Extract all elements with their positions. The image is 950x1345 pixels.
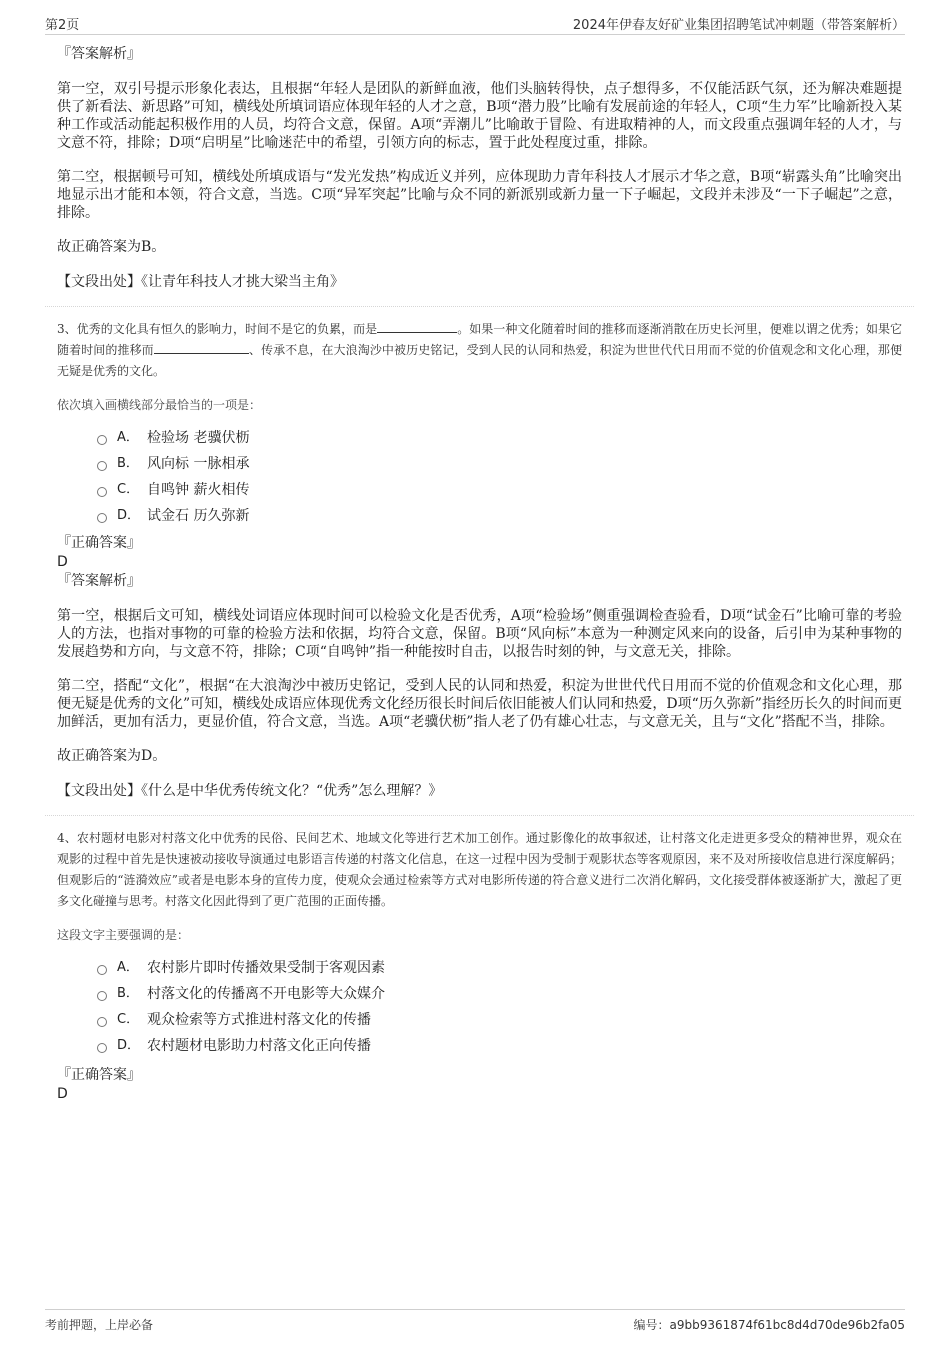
footer-slogan: 考前押题，上岸必备	[45, 1318, 154, 1332]
conclusion: 故正确答案为B。	[57, 239, 166, 255]
question-4	[57, 828, 902, 1103]
option-c[interactable]	[97, 1007, 902, 1033]
fill-blank	[154, 341, 249, 354]
code-label: 编号：	[633, 1318, 670, 1332]
radio-icon[interactable]	[97, 965, 107, 975]
question-text-part: 3、优秀的文化具有恒久的影响力，时间不是它的负累，而是	[57, 322, 378, 336]
question-3	[57, 319, 902, 801]
answer-value: D	[57, 1086, 68, 1102]
option-text: 检验场 老骥伏枥	[147, 430, 250, 446]
radio-icon[interactable]	[97, 487, 107, 497]
analysis-paragraph: 第二空，根据顿号可知，横线处所填成语与“发光发热”构成近义并列，应体现助力青年科技人才展示才华之意，B项“崭露头角”比喻突出地显示出才能和本领，符合文意，当选。C项“异军突起”比喻与众不同的新派别或新力量一下子崛起，文段并未涉及“一下子崛起”之意，排除。	[57, 169, 902, 221]
radio-icon[interactable]	[97, 461, 107, 471]
main-content	[57, 44, 902, 1103]
option-letter: D．	[117, 508, 141, 523]
option-a[interactable]	[97, 955, 902, 981]
source-citation: 【文段出处】《什么是中华优秀传统文化？“优秀”怎么理解？》	[57, 783, 443, 799]
question-prompt: 这段文字主要强调的是：	[57, 928, 190, 942]
analysis-label: 『答案解析』	[57, 573, 141, 589]
divider	[45, 815, 914, 816]
source-citation: 【文段出处】《让青年科技人才挑大梁当主角》	[57, 274, 344, 290]
answer-value: D	[57, 554, 68, 570]
option-text: 试金石 历久弥新	[147, 508, 250, 524]
analysis-paragraph: 第一空，双引号提示形象化表达，且根据“年轻人是团队的新鲜血液，他们头脑转得快，点子想得多，不仅能活跃气氛，还为解决难题提供了新看法、新思路”可知，横线处所填词语应体现年轻的人才之意，B项“潜力股”比喻有发展前途的年轻人，C项“生力军”比喻新投入某种工作或活动能起积极作用的人员，均符合文意，保留。A项“弄潮儿”比喻敢于冒险、有进取精神的人，而文段重点强调年轻的人才，与文意不符，排除；D项“启明星”比喻迷茫中的希望，引领方向的标志，置于此处程度过重，排除。	[57, 81, 902, 151]
question-text-part: 、传承不息，在大浪淘沙中被历史铭记，受到人民的认同和热爱，积淀为世世代代日用而不觉的价值观念和文化心理，那便无疑是优秀的文化。	[57, 343, 902, 378]
document-title: 2024年伊春友好矿业集团招聘笔试冲刺题（带答案解析）	[572, 18, 905, 33]
analysis-label: 『答案解析』	[57, 46, 141, 62]
option-b[interactable]	[97, 451, 902, 477]
conclusion: 故正确答案为D。	[57, 748, 167, 764]
page-footer	[45, 1309, 905, 1334]
option-letter: A．	[117, 430, 139, 445]
answer-label: 『正确答案』	[57, 1067, 141, 1083]
radio-icon[interactable]	[97, 991, 107, 1001]
option-letter: A．	[117, 960, 139, 975]
question-text: 4、农村题材电影对村落文化中优秀的民俗、民间艺术、地域文化等进行艺术加工创作。通过影像化的故事叙述，让村落文化走进更多受众的精神世界，观众在观影的过程中首先是快速被动接收导演通过电影语言传递的村落文化信息，在这一过程中因为受制于观影状态等客观原因，来不及对所接收信息进行深度解码；但观影后的“涟漪效应”或者是电影本身的宣传力度，使观众会通过检索等方式对电影所传递的符合意义进行二次消化解码，文化接受群体被逐渐扩大，激起了更多文化碰撞与思考。村落文化因此得到了更广范围的正面传播。	[57, 831, 902, 908]
option-letter: B．	[117, 456, 139, 471]
option-text: 风向标 一脉相承	[147, 456, 250, 472]
code-value: a9bb9361874f61bc8d4d70de96b2fa05	[669, 1318, 905, 1332]
options-list	[97, 425, 902, 529]
radio-icon[interactable]	[97, 1043, 107, 1053]
question-text-part: 。如果一种文化随着时间的推移而逐渐消散在历史长河里，便难以谓之优秀；如果它随着时间的推移而	[57, 322, 902, 357]
option-text: 农村题材电影助力村落文化正向传播	[147, 1038, 371, 1054]
radio-icon[interactable]	[97, 513, 107, 523]
page-number: 第2页	[45, 18, 80, 33]
option-letter: C．	[117, 482, 140, 497]
option-a[interactable]	[97, 425, 902, 451]
page-header	[45, 14, 905, 35]
question-prompt: 依次填入画横线部分最恰当的一项是：	[57, 398, 262, 412]
document-code	[633, 1316, 905, 1333]
option-letter: D．	[117, 1038, 141, 1053]
option-text: 村落文化的传播离不开电影等大众媒介	[147, 986, 385, 1002]
divider	[45, 306, 914, 307]
option-text: 农村影片即时传播效果受制于客观因素	[147, 960, 385, 976]
options-list	[97, 955, 902, 1059]
radio-icon[interactable]	[97, 1017, 107, 1027]
radio-icon[interactable]	[97, 435, 107, 445]
answer-label: 『正确答案』	[57, 535, 141, 551]
option-text: 自鸣钟 薪火相传	[147, 482, 250, 498]
option-d[interactable]	[97, 1033, 902, 1059]
option-d[interactable]	[97, 503, 902, 529]
option-letter: C．	[117, 1012, 140, 1027]
fill-blank	[377, 320, 457, 333]
option-c[interactable]	[97, 477, 902, 503]
option-b[interactable]	[97, 981, 902, 1007]
analysis-paragraph: 第二空，搭配“文化”，根据“在大浪淘沙中被历史铭记，受到人民的认同和热爱，积淀为世世代代日用而不觉的价值观念和文化心理，那便无疑是优秀的文化”可知，横线处成语应体现优秀文化经历很长时间后依旧能被人们认同和热爱，D项“历久弥新”指经历长久的时间而更加鲜活，更加有活力，更显价值，符合文意，当选。A项“老骥伏枥”指人老了仍有雄心壮志，与文意无关，且与“文化”搭配不当，排除。	[57, 678, 902, 730]
option-text: 观众检索等方式推进村落文化的传播	[147, 1012, 371, 1028]
question-text	[57, 319, 902, 382]
option-letter: B．	[117, 986, 139, 1001]
analysis-paragraph: 第一空，根据后文可知，横线处词语应体现时间可以检验文化是否优秀，A项“检验场”侧重强调检查验看，D项“试金石”比喻可靠的考验人的方法，也指对事物的可靠的检验方法和依据，均符合文意，保留。B项“风向标”本意为一种测定风来向的设备，后引申为某种事物的发展趋势和方向，与文意不符，排除；C项“自鸣钟”指一种能按时自击，以报告时刻的钟，与文意无关，排除。	[57, 608, 902, 660]
